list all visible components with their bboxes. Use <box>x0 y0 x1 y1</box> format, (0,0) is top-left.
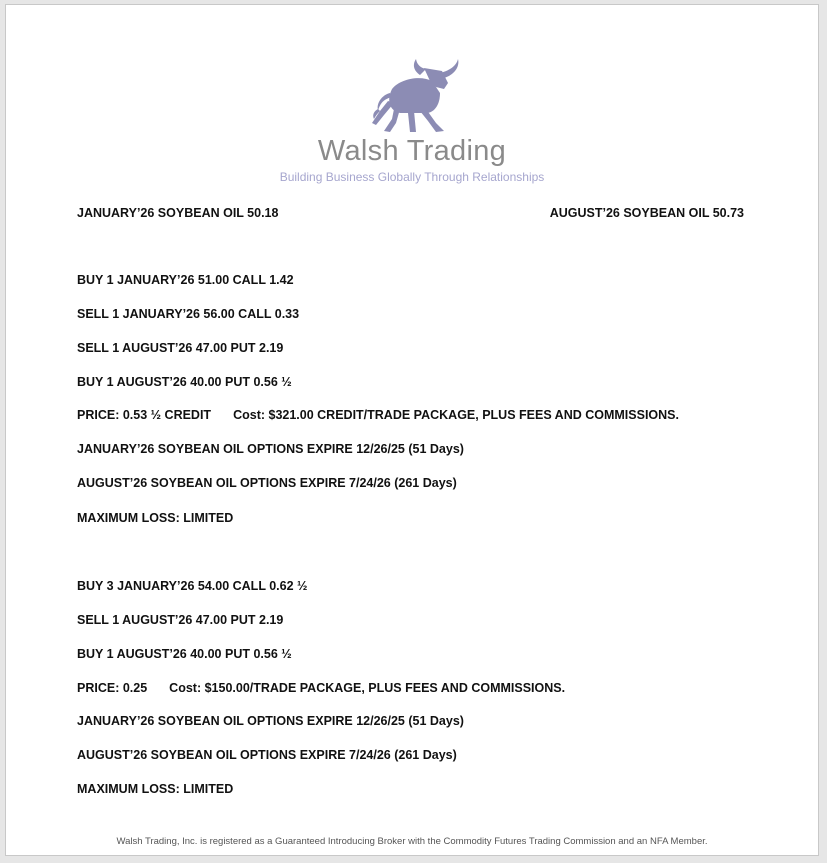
trade1-price-line <box>77 408 679 422</box>
trade2-august-expiry: AUGUST’26 SOYBEAN OIL OPTIONS EXPIRE 7/24/26 (261 Days) <box>77 748 457 762</box>
trade1-august-expiry: AUGUST’26 SOYBEAN OIL OPTIONS EXPIRE 7/24/26 (261 Days) <box>77 476 457 490</box>
trade1-price: PRICE: 0.53 ½ CREDIT <box>77 408 212 422</box>
trade1-january-expiry: JANUARY’26 SOYBEAN OIL OPTIONS EXPIRE 12/26/25 (51 Days) <box>77 442 464 456</box>
january-futures-price: JANUARY’26 SOYBEAN OIL 50.18 <box>77 206 279 220</box>
trade2-leg-2: SELL 1 AUGUST’26 47.00 PUT 2.19 <box>77 613 284 627</box>
trade1-cost: Cost: $321.00 CREDIT/TRADE PACKAGE, PLUS FEES AND COMMISSIONS. <box>233 408 679 422</box>
august-futures-price: AUGUST’26 SOYBEAN OIL 50.73 <box>549 206 744 220</box>
brand-tagline: Building Business Globally Through Relationships <box>279 170 545 184</box>
trade2-price-line <box>77 681 565 695</box>
trade2-leg-1: BUY 3 JANUARY’26 54.00 CALL 0.62 ½ <box>77 579 308 593</box>
trade1-leg-4: BUY 1 AUGUST’26 40.00 PUT 0.56 ½ <box>77 375 292 389</box>
trade1-leg-3: SELL 1 AUGUST’26 47.00 PUT 2.19 <box>77 341 284 355</box>
trade1-max-loss: MAXIMUM LOSS: LIMITED <box>77 511 234 525</box>
trade2-price: PRICE: 0.25 <box>77 681 148 695</box>
trade2-max-loss: MAXIMUM LOSS: LIMITED <box>77 782 234 796</box>
brand-name: Walsh Trading <box>317 135 507 167</box>
trade2-cost: Cost: $150.00/TRADE PACKAGE, PLUS FEES AND COMMISSIONS. <box>169 681 566 695</box>
trade1-leg-1: BUY 1 JANUARY’26 51.00 CALL 1.42 <box>77 273 294 287</box>
footer-disclaimer: Walsh Trading, Inc. is registered as a Guaranteed Introducing Broker with the Commodity Futures Trading Commission and an NFA Member. <box>116 836 708 847</box>
trade2-leg-3: BUY 1 AUGUST’26 40.00 PUT 0.56 ½ <box>77 647 292 661</box>
bull-icon <box>370 53 468 135</box>
trade2-january-expiry: JANUARY’26 SOYBEAN OIL OPTIONS EXPIRE 12/26/25 (51 Days) <box>77 714 464 728</box>
document-page <box>5 4 819 856</box>
trade1-leg-2: SELL 1 JANUARY’26 56.00 CALL 0.33 <box>77 307 300 321</box>
